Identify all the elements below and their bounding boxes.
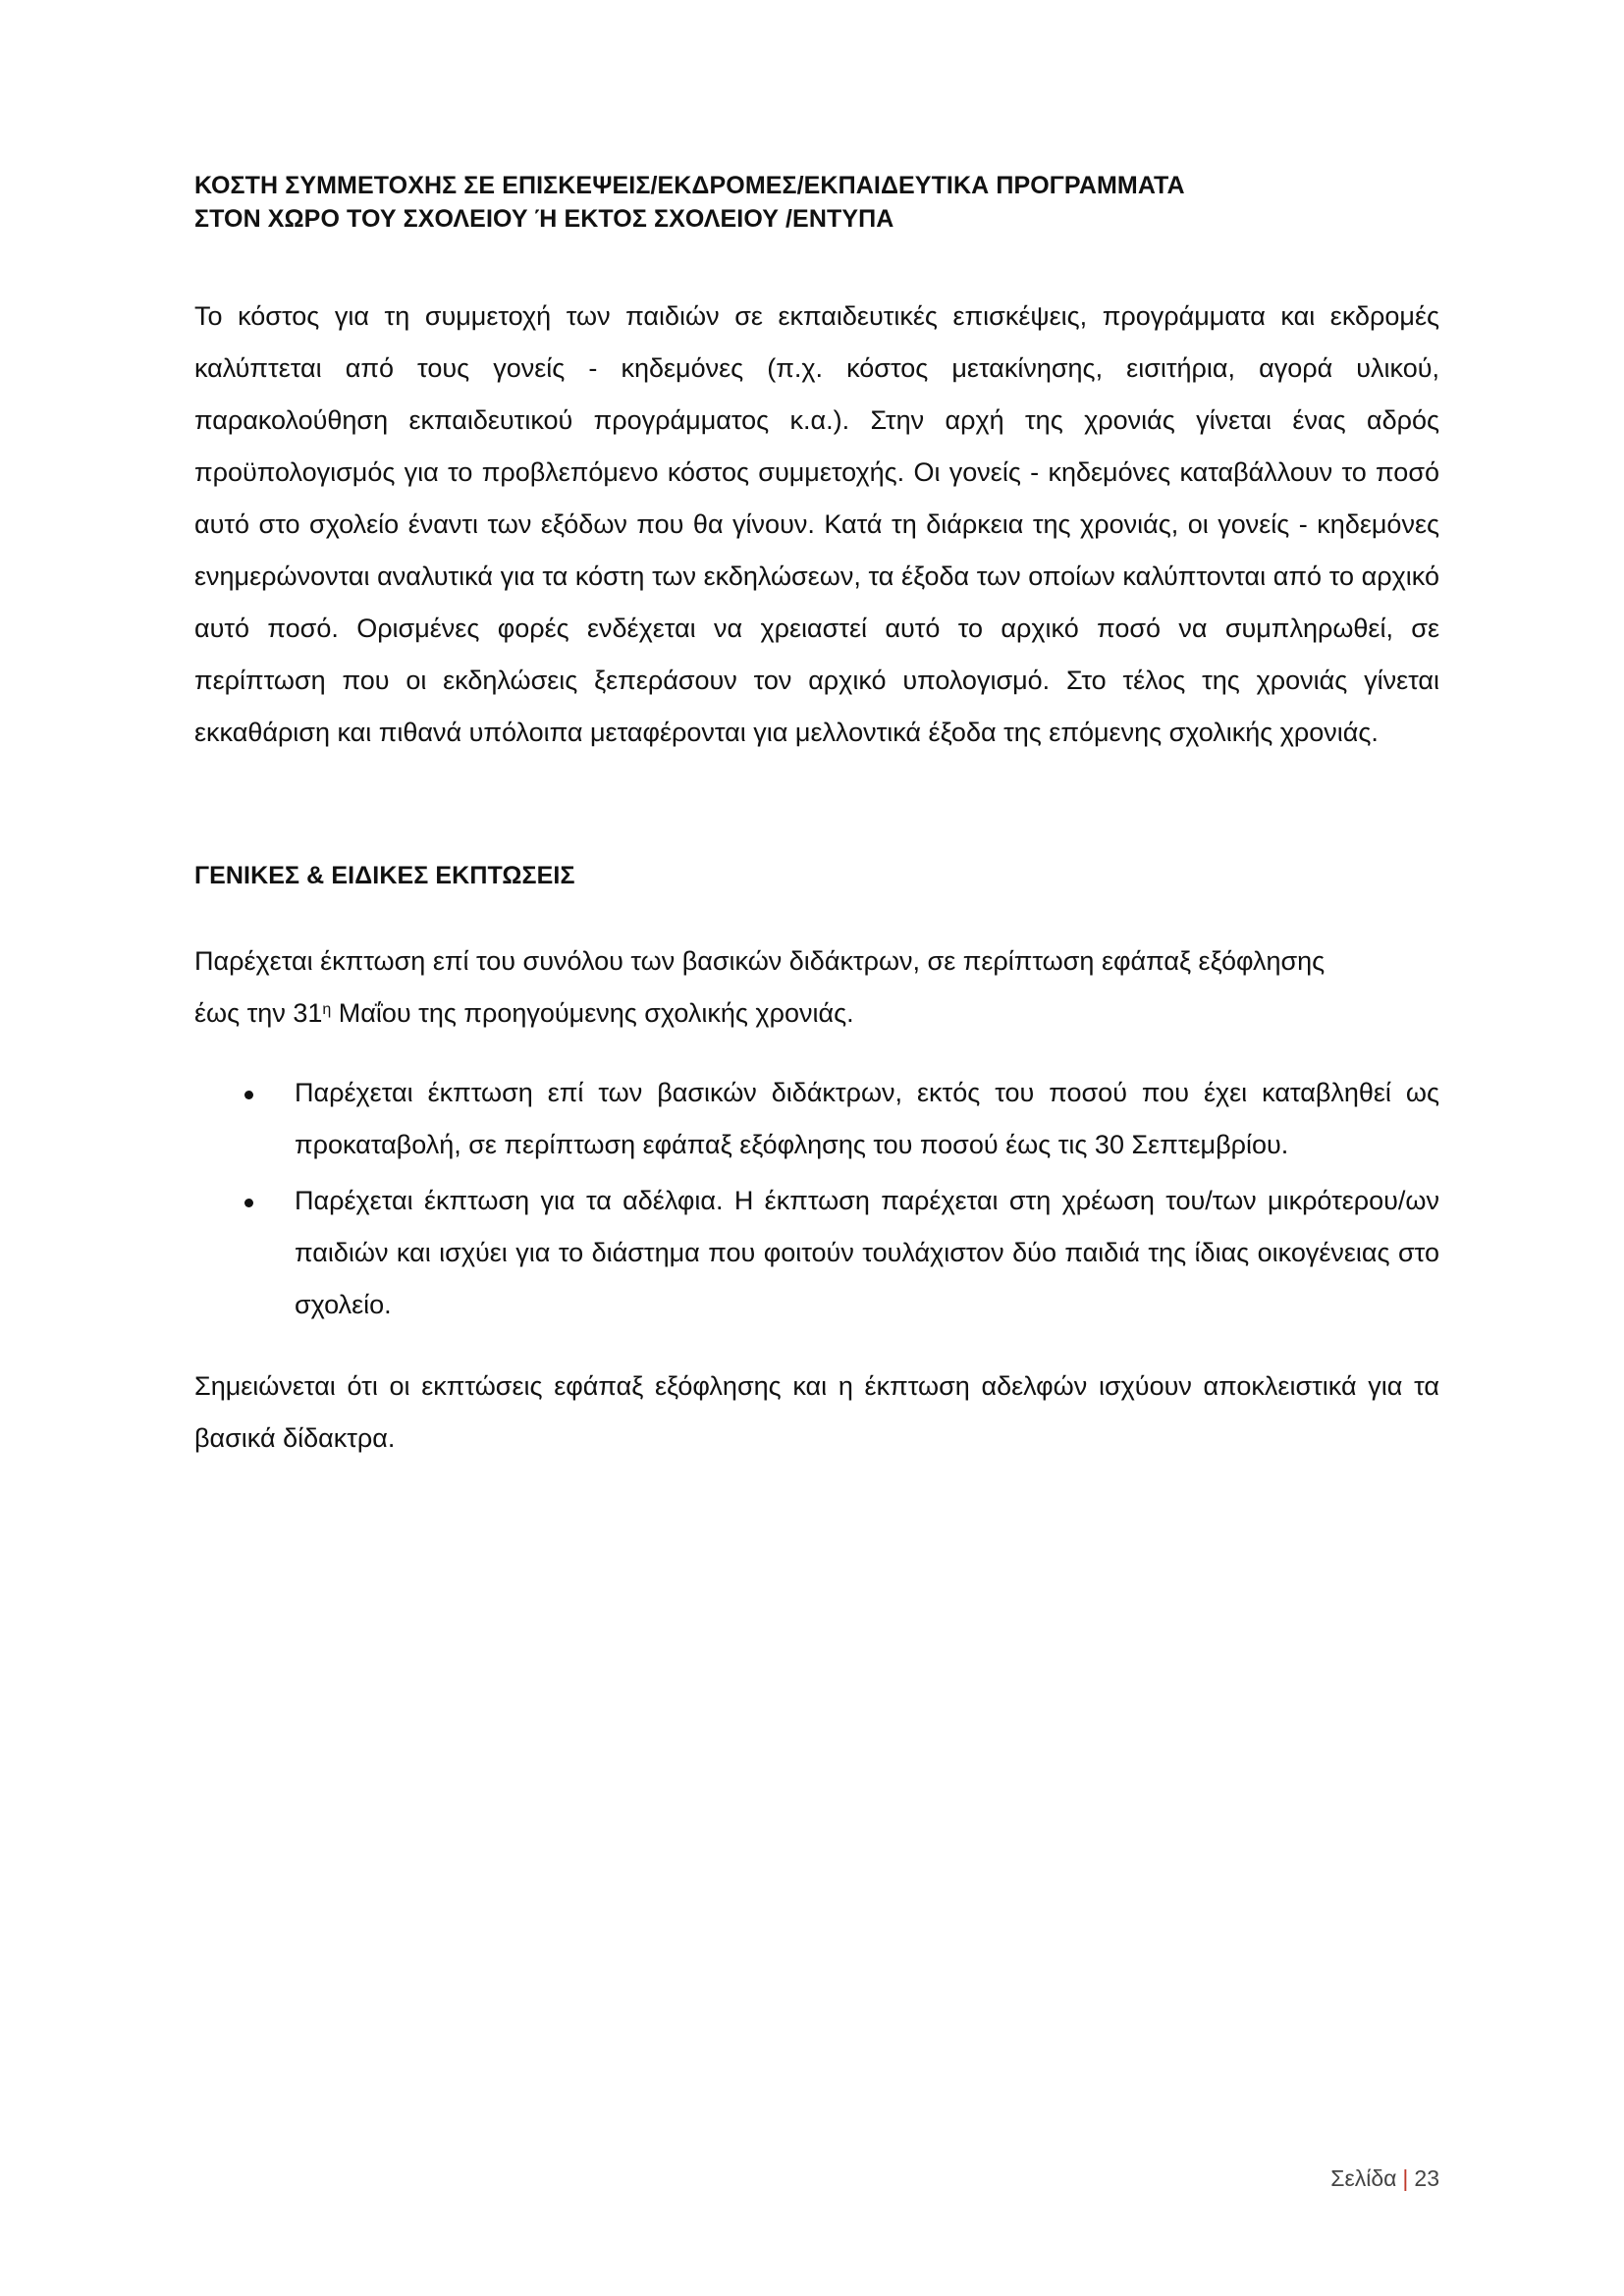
ordinal-superscript: η — [322, 1001, 332, 1018]
section-heading-costs — [194, 169, 1439, 236]
list-item-text: Παρέχεται έκπτωση για τα αδέλφια. Η έκπτωση παρέχεται στη χρέωση του/των μικρότερου/ων παιδιών και ισχύει για το διάστημα που φοιτούν τουλάχιστον δύο παιδιά της ίδιας οικογένειας στο σχολείο. — [295, 1186, 1439, 1319]
discounts-intro — [194, 935, 1363, 1040]
intro-text-part-1: Παρέχεται έκπτωση επί του συνόλου των βασικών διδάκτρων, σε περίπτωση εφάπαξ εξόφλησης έως την 31 — [194, 946, 1326, 1028]
list-item — [194, 1175, 1439, 1331]
discount-list — [194, 1067, 1439, 1331]
section-discounts — [194, 859, 1439, 1465]
list-item-text: Παρέχεται έκπτωση επί των βασικών διδάκτρων, εκτός του ποσού που έχει καταβληθεί ως προκαταβολή, σε περίπτωση εφάπαξ εξόφλησης του ποσού έως τις 30 Σεπτεμβρίου. — [295, 1078, 1439, 1159]
intro-text-part-2: Μαΐου της προηγούμενης σχολικής χρονιάς. — [331, 998, 854, 1028]
costs-paragraph: Το κόστος για τη συμμετοχή των παιδιών σε εκπαιδευτικές επισκέψεις, προγράμματα και εκδρομές καλύπτεται από τους γονείς - κηδεμόνες (π.χ. κόστος μετακίνησης, εισιτήρια, αγορά υλικού, παρακολούθηση εκπαιδευτικού προγράμματος κ.α.). Στην αρχή της χρονιάς γίνεται ένας αδρός προϋπολογισμός για το προβλεπόμενο κόστος συμμετοχής. Οι γονείς - κηδεμόνες καταβάλλουν το ποσό αυτό στο σχολείο έναντι των εξόδων που θα γίνουν. Κατά τη διάρκεια της χρονιάς, οι γονείς - κηδεμόνες ενημερώνονται αναλυτικά για τα κόστη των εκδηλώσεων, τα έξοδα των οποίων καλύπτονται από το αρχικό αυτό ποσό. Ορισμένες φορές ενδέχεται να χρειαστεί αυτό το αρχικό ποσό να συμπληρωθεί, σε περίπτωση που οι εκδηλώσεις ξεπεράσουν τον αρχικό υπολογισμό. Στο τέλος της χρονιάς γίνεται εκκαθάριση και πιθανά υπόλοιπα μεταφέρονται για μελλοντικά έξοδα της επόμενης σχολικής χρονιάς. — [194, 301, 1439, 747]
bullet-icon — [244, 1091, 253, 1099]
bullet-icon — [244, 1199, 253, 1207]
page-number: 23 — [1414, 2165, 1439, 2191]
footer-separator: | — [1402, 2165, 1409, 2191]
page-label: Σελίδα — [1330, 2165, 1397, 2191]
section-heading-discounts: ΓΕΝΙΚΕΣ & ΕΙΔΙΚΕΣ ΕΚΠΤΩΣΕΙΣ — [194, 862, 575, 889]
list-item — [194, 1067, 1439, 1171]
page-content — [194, 169, 1439, 1465]
heading-line-1: ΚΟΣΤΗ ΣΥΜΜΕΤΟΧΗΣ ΣΕ ΕΠΙΣΚΕΨΕΙΣ/ΕΚΔΡΟΜΕΣ/ΕΚΠΑΙΔΕΥΤΙΚΑ ΠΡΟΓΡΑΜΜΑΤΑ — [194, 172, 1185, 199]
discounts-closing-note: Σημειώνεται ότι οι εκπτώσεις εφάπαξ εξόφλησης και η έκπτωση αδελφών ισχύουν αποκλειστικά για τα βασικά δίδακτρα. — [194, 1371, 1439, 1453]
heading-line-2: ΣΤΟΝ ΧΩΡΟ ΤΟΥ ΣΧΟΛΕΙΟΥ Ή ΕΚΤΟΣ ΣΧΟΛΕΙΟΥ /ΕΝΤΥΠΑ — [194, 205, 894, 233]
page-footer — [1330, 2165, 1439, 2192]
section-participation-costs — [194, 169, 1439, 759]
